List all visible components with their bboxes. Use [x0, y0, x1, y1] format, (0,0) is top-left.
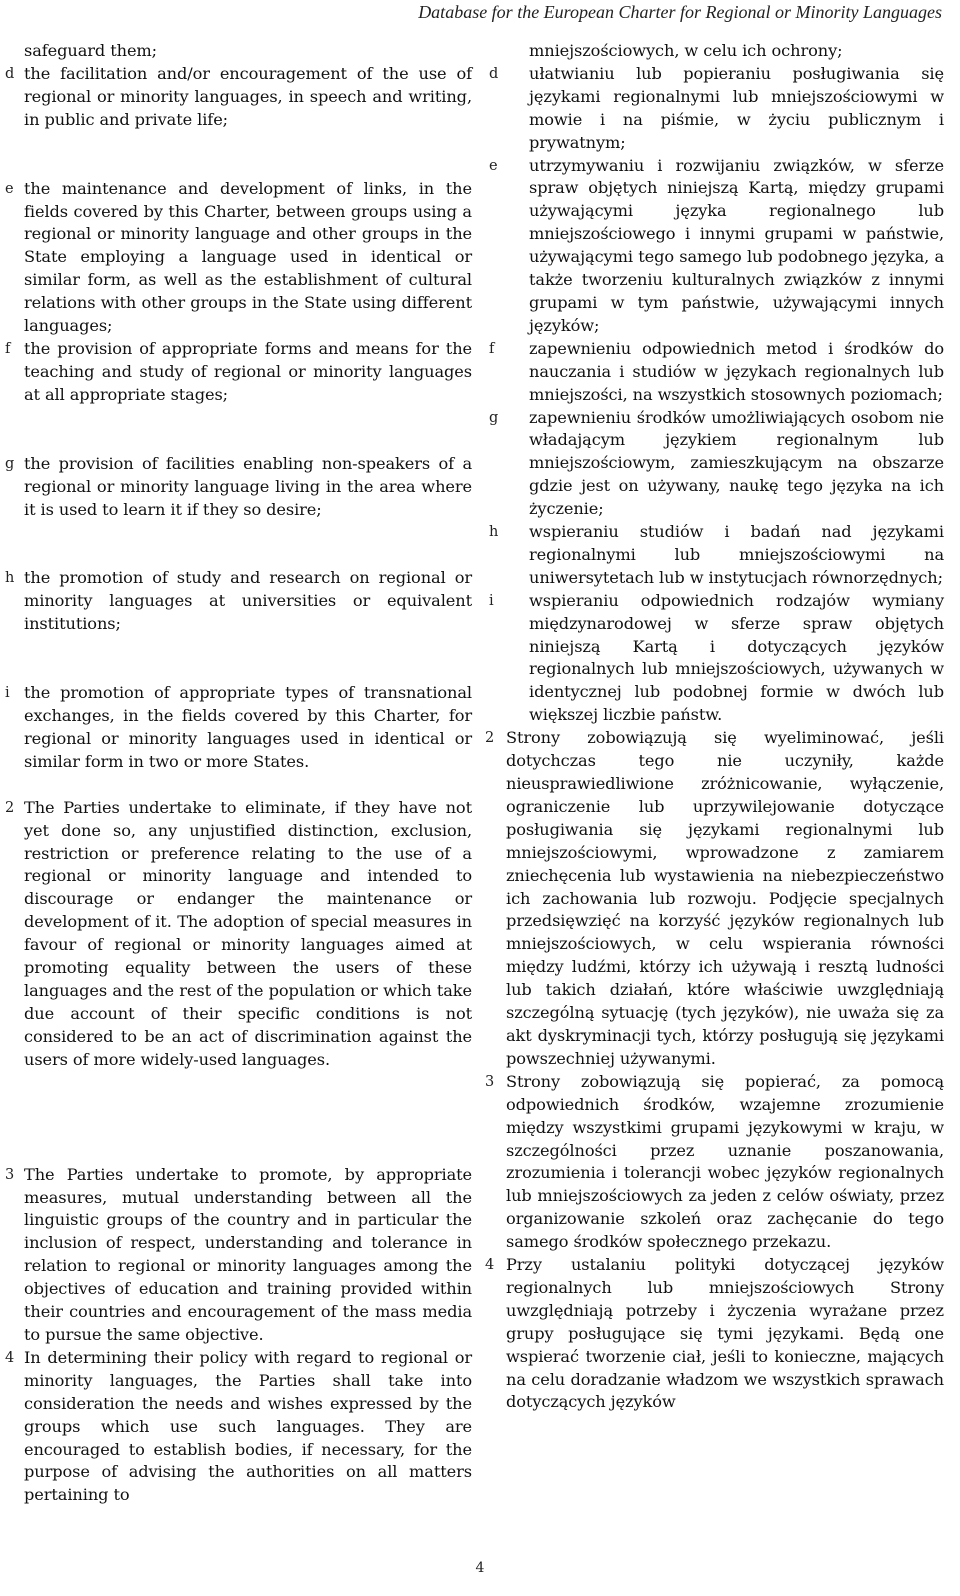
paragraph-3	[0, 1164, 472, 1347]
paragraph-number: 3	[5, 1166, 15, 1183]
item-marker: f	[489, 340, 495, 357]
item-marker: f	[5, 340, 11, 357]
paragraph-4	[0, 1347, 472, 1507]
item-text: wspieraniu odpowiednich rodzajów wymiany międzynarodowej w sferze spraw objętych niniejszą Kartą i dotyczących języków regionalnych lub mniejszościowych, używanych w identycznej lub podobnej formie w dwóch lub większej liczbie państw.	[529, 590, 944, 725]
paragraph-2	[0, 797, 472, 1072]
item-marker: e	[5, 180, 14, 197]
paragraph-2	[482, 727, 944, 1071]
item-text: the promotion of study and research on regional or minority languages at universities or equivalent institutions;	[24, 568, 472, 634]
item-marker: d	[5, 65, 15, 82]
item-text: zapewnieniu środków umożliwiających osobom nie władającym językiem regionalnym lub mniejszościowym, zamieszkującym na obszarze gdzie jest on używany, naukę tego języka na ich życzenie;	[529, 407, 944, 519]
item-text: wspieraniu studiów i badań nad językami regionalnymi lub mniejszościowymi na uniwersytetach lub w instytucjach równorzędnych;	[529, 522, 944, 587]
item-marker: i	[5, 685, 10, 702]
item-text: the provision of appropriate forms and means for the teaching and study of regional or minority languages at all appropriate stages;	[24, 338, 472, 404]
list-item-h	[482, 521, 944, 590]
item-text: the promotion of appropriate types of transnational exchanges, in the fields covered by this Charter, for regional or minority languages used in identical or similar form in two or more States.	[24, 683, 472, 771]
list-item-g	[0, 453, 472, 522]
list-item-i	[482, 590, 944, 727]
running-header: Database for the European Charter for Regional or Minority Languages	[418, 2, 942, 22]
item-marker: g	[489, 409, 499, 426]
list-item-g	[482, 407, 944, 522]
lead-text: mniejszościowych, w celu ich ochrony;	[529, 41, 843, 60]
paragraph-text: Strony zobowiązują się popierać, za pomocą odpowiednich środków, wzajemne zrozumienie między wszystkimi grupami językowymi w kraju, w szczególności przez uznanie poszanowania, zrozumienia i tolerancji wobec języków regionalnych lub mniejszościowych za jeden z celów oświaty, przez organizowanie szkoleń oraz zachęcanie do tego samego środków społecznego przekazu.	[506, 1071, 944, 1252]
list-item-f	[0, 338, 472, 407]
paragraph-number: 4	[485, 1257, 495, 1274]
paragraph-text: The Parties undertake to promote, by appropriate measures, mutual understanding between all the linguistic groups of the country and in particular the inclusion of respect, understanding and tolerance in relation to regional or minority languages among the objectives of education and training provided within their countries and encouragement of the mass media to pursue the same objective.	[24, 1164, 472, 1344]
paragraph-number: 3	[485, 1073, 495, 1090]
item-marker: h	[5, 570, 15, 587]
paragraph-text: The Parties undertake to eliminate, if they have not yet done so, any unjustified distinction, exclusion, restriction or preference relating to the use of a regional or minority language and intended to discourage or endanger the maintenance or development of it. The adoption of special measures in favour of regional or minority languages aimed at promoting equality between the users of these languages and the rest of the population or which take due account of their specific conditions is not considered to be an act of discrimination against the users of more widely-used languages.	[24, 797, 472, 1069]
item-text: the provision of facilities enabling non-speakers of a regional or minority language living in the area where it is used to learn it if they so desire;	[24, 453, 472, 519]
paragraph-3	[482, 1071, 944, 1254]
lead-text: safeguard them;	[24, 41, 158, 60]
item-marker: e	[489, 157, 498, 174]
item-text: ułatwianiu lub popieraniu posługiwania się językami regionalnymi lub mniejszościowymi w mowie i na piśmie, w życiu publicznym i prywatnym;	[529, 63, 944, 152]
list-item-d	[482, 63, 944, 155]
item-text: utrzymywaniu i rozwijaniu związków, w sferze spraw objętych niniejszą Kartą, między grupami używającymi języka regionalnego lub mniejszościowego i innymi grupami w państwie, używającymi tego samego lub podobnego języka, a także tworzeniu kulturalnych związków z innymi grupami w tym państwie, używającymi innych języków;	[529, 155, 944, 335]
item-marker: d	[489, 65, 499, 82]
paragraph-text: Przy ustalaniu polityki dotyczącej języków regionalnych lub mniejszościowych Strony uwzględniają potrzeby i życzenia wyrażane przez grupy posługujące się tymi językami. Będą one wspierać tworzenie ciał, jeśli to konieczne, mających na celu doradzanie władzom we wszystkich sprawach dotyczących języków	[506, 1255, 944, 1412]
list-item-d	[0, 63, 472, 132]
paragraph-number: 2	[485, 730, 495, 747]
page-number: 4	[475, 1560, 485, 1576]
paragraph-number: 4	[5, 1349, 15, 1366]
list-item-i	[0, 682, 472, 774]
item-text: the maintenance and development of links, in the fields covered by this Charter, between groups using a regional or minority language and other groups in the State employing a language used in identical or similar form, as well as the establishment of cultural relations with other groups in the State using different languages;	[24, 178, 472, 336]
item-marker: g	[5, 455, 15, 472]
paragraph-text: In determining their policy with regard to regional or minority languages, the Parties shall take into consideration the needs and wishes expressed by the groups which use such languages. They are encouraged to establish bodies, if necessary, for the purpose of advising the authorities on all matters pertaining to	[24, 1347, 472, 1505]
item-text: the facilitation and/or encouragement of the use of regional or minority languages, in speech and writing, in public and private life;	[24, 63, 472, 129]
list-item-e	[0, 178, 472, 338]
list-item-f	[482, 338, 944, 407]
paragraph-text: Strony zobowiązują się wyeliminować, jeśli dotychczas tego nie uczyniły, każde nieusprawiedliwione zróżnicowanie, wyłączenie, ograniczenie lub uprzywilejowanie dotyczące posługiwania się językami regionalnymi lub mniejszościowymi, wprowadzone z zamiarem zniechęcenia lub wystawienia na niebezpieczeństwo ich zachowania lub rozwoju. Podjęcie specjalnych przedsięwzięć na korzyść języków regionalnych lub mniejszościowych, w celu wspierania równości między ludźmi, którzy ich używają i resztą ludności lub takich działań, które właściwie uwzględniają szczególną sytuację (tych języków), nie uważa się za akt dyskryminacji tych, którzy posługują się językami powszechniej używanymi.	[506, 728, 944, 1068]
polish-column	[482, 40, 944, 1414]
list-item-e	[482, 155, 944, 338]
english-column	[0, 40, 472, 1507]
item-marker: i	[489, 592, 494, 609]
paragraph-number: 2	[5, 799, 15, 816]
item-text: zapewnieniu odpowiednich metod i środków do nauczania i studiów w językach regionalnych lub mniejszości, na wszystkich stosownych poziomach;	[529, 338, 944, 404]
item-marker: h	[489, 524, 499, 541]
list-item-h	[0, 567, 472, 636]
paragraph-4	[482, 1254, 944, 1414]
